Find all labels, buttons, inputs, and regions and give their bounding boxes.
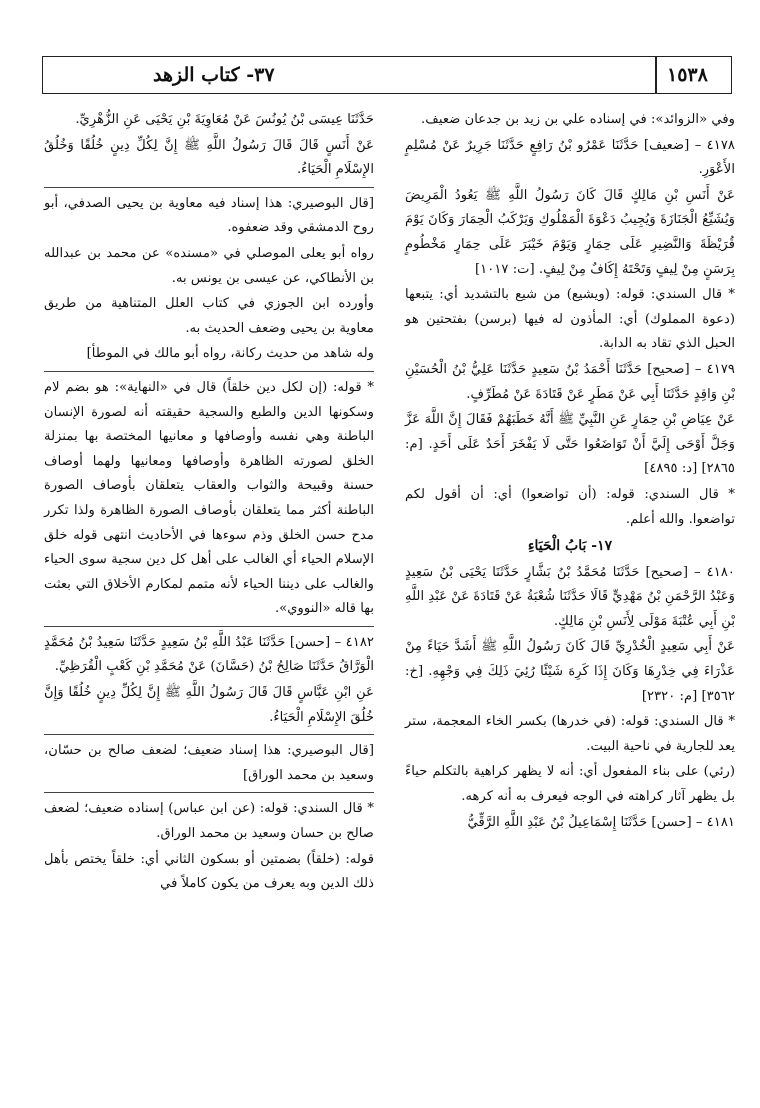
commentary: قوله: (خلقاً) بضمتين أو بسكون الثاني أي: خلقاً يختص بأهل ذلك الدين وبه يعرف من يكون كاملاً في [44,851,374,892]
hadith-text: عَنْ عِيَاضِ بْنِ حِمَارٍ عَنِ النَّبِيِّ ﷺ أَنَّهُ خَطَبَهُمْ فَقَالَ إِنَّ اللَّهَ عَزَّ وَجَلَّ أَوْحَى إِلَيَّ أَنْ تَوَاضَعُوا حَتَّى لَا يَفْخَرَ أَحَدٌ عَلَى أَحَدٍ. [م: ٢٨٦٥] [د: ٤٨٩٥] [405,412,735,477]
hadith-chain: ٤١٨٢ – [حسن] حَدَّثَنَا عَبْدُ اللَّهِ بْنُ سَعِيدٍ حَدَّثَنَا سَعِيدُ بْنُ مُحَمَّدٍ الْوَرَّاقُ حَدَّثَنَا صَالِحُ بْنُ (حَسَّانَ) عَنْ مُحَمَّدِ بْنِ كَعْبٍ الْقُرَظِيِّ. [44,634,374,675]
divider [44,187,374,188]
hadith-chain: ٤١٧٩ – [صحيح] حَدَّثَنَا أَحْمَدُ بْنُ سَعِيدٍ حَدَّثَنَا عَلِيُّ بْنُ الْحُسَيْنِ بْنِ وَاقِدٍ حَدَّثَنَا أَبِي عَنْ مَطَرٍ عَنْ قَتَادَةَ عَنْ مُطَرِّفٍ. [405,361,735,402]
commentary: * قوله: (إن لكل دين خلقاً) قال في «النهاية»: هو بضم لام وسكونها الدين والطبع والسجية حقيقته أنه لصورة الإنسان الباطنة وهي نفسه وأوصافها و معانيها المختصة بها بمنزلة الخلق لصورته الظاهرة وأوصافها ومعانيها ولهما أوصاف حسنة وقبيحة والثواب والعقاب يتعلقان بأوصاف الصورة الباطنة أكثر مما يتعلقان بأوصاف الصورة الظاهرة ولذا تكرر مدح حسن الخلق وذم سوءها في الأحاديث انتهى قوله خلق الإسلام الحياء أي الغالب على أهل كل دين سجية سوى الحياء والغالب على ديننا الحياء لأنه متمم لمكارم الأخلاق التي بعثت بها قاله «النووي». [44,379,374,617]
commentary: [قال البوصيري: هذا إسناد ضعيف؛ لضعف صالح بن حسّان، وسعيد بن محمد الوراق] [44,743,374,783]
hadith-chain: ٤١٨١ – [حسن] حَدَّثَنَا إِسْمَاعِيلُ بْنُ عَبْدِ اللَّهِ الرَّقِّيُّ [467,814,735,830]
paragraph: وفي «الزوائد»: في إسناده علي بن زيد بن جدعان ضعيف. [421,112,735,127]
commentary: * قال السندي: قوله: (في خدرها) بكسر الخاء المعجمة، ستر يعد للجارية في ناحية البيت. [405,714,735,754]
divider [44,734,374,735]
section-heading: ١٧- بَابُ الْحَيَاءِ [527,538,613,555]
divider [44,792,374,793]
hadith-text: عَنْ أَبِي سَعِيدٍ الْخُدْرِيِّ قَالَ كَانَ رَسُولُ اللَّهِ ﷺ أَشَدَّ حَيَاءً مِنْ عَذْرَاءَ فِي خِدْرِهَا وَكَانَ إِذَا كَرِهَ شَيْئًا رُئِيَ ذَلِكَ فِي وَجْهِهِ. [خ: ٣٥٦٢] [م: ٢٣٢٠] [405,639,735,704]
divider [44,371,374,372]
page-number: ١٥٣٨ [667,64,708,86]
hadith-chain: ٤١٨٠ – [صحيح] حَدَّثَنَا مُحَمَّدُ بْنُ بَشَّارٍ حَدَّثَنَا يَحْيَى بْنُ سَعِيدٍ وَعَبْدُ الرَّحْمَنِ بْنُ مَهْدِيٍّ قَالَا حَدَّثَنَا شُعْبَةُ عَنْ قَتَادَةَ عَنْ عَبْدِ اللَّهِ بْنِ أَبِي عُتْبَةَ مَوْلَى لِأَنَسِ بْنِ مَالِكٍ. [405,564,735,629]
hadith-chain: ٤١٧٨ – [ضعيف] حَدَّثَنَا عَمْرُو بْنُ رَافِعٍ حَدَّثَنَا جَرِيرٌ عَنْ مُسْلِمٍ الأَعْوَرِ. [405,137,735,178]
hadith-chain: حَدَّثَنَا عِيسَى بْنُ يُونُسَ عَنْ مُعَاوِيَةَ بْنِ يَحْيَى عَنِ الزُّهْرِيِّ. [75,112,374,127]
divider [44,626,374,627]
commentary: * قال السندي: قوله: (ويشيع) من شيع بالتشديد أي: يتبعها (دعوة المملوك) أي: المأذون له فيها (برسن) بفتحتين هو الحبل الذي تقاد به الدابة. [405,287,735,352]
commentary: [قال البوصيري: هذا إسناد فيه معاوية بن يحيى الصدفي، أبو روح الدمشقي وقد ضعفوه. [44,195,374,236]
commentary: وأورده ابن الجوزي في كتاب العلل المتناهية من طريق معاوية بن يحيى وضعف الحديث به. [44,296,374,336]
hadith-text: عَنْ أَنَسٍ قَالَ قَالَ رَسُولُ اللَّهِ ﷺ إِنَّ لِكُلِّ دِينٍ خُلُقًا وَخُلُقُ الإِسْلَامِ الْحَيَاءُ. [44,137,374,178]
page-header [42,56,732,94]
commentary: وله شاهد من حديث ركانة، رواه أبو مالك في الموطأ] [86,346,374,362]
commentary: * قال السندي: قوله: (عن ابن عباس) إسناده ضعيف؛ لضعف صالح بن حسان وسعيد بن محمد الوراق. [44,801,374,842]
left-column [44,108,374,898]
header-divider [655,57,657,93]
commentary: * قال السندي: قوله: (أن تواضعوا) أي: أن أقول لكم تواضعوا. والله أعلم. [405,486,735,527]
chapter-title: ٣٧- كتاب الزهد [153,64,275,86]
hadith-text: عَنْ أَنَسِ بْنِ مَالِكٍ قَالَ كَانَ رَسُولُ اللَّهِ ﷺ يَعُودُ الْمَرِيضَ وَيُشَيِّعُ الْجَنَازَةَ وَيُجِيبُ دَعْوَةَ الْمَمْلُوكِ وَيَرْكَبُ الْحِمَارَ وَكَانَ يَوْمَ قُرَيْظَةَ وَالنَّضِيرِ عَلَى حِمَارٍ وَيَوْمَ خَيْبَرَ عَلَى حِمَارٍ مَخْطُومٍ بِرَسَنٍ مِنْ لِيفٍ وَتَحْتَهُ إِكَافٌ مِنْ لِيفٍ. [ت: ١٠١٧] [405,187,735,277]
right-column [405,108,735,836]
commentary: (رئي) على بناء المفعول أي: أنه لا يظهر كراهية بالتكلم حياءً بل يظهر آثار كراهته في الوجه فيعرف به أنه كرهه. [405,764,735,805]
commentary: رواه أبو يعلى الموصلي في «مسنده» عن محمد بن عبدالله بن الأنطاكي، عن عيسى بن يونس به. [44,245,374,286]
hadith-text: عَنِ ابْنِ عَبَّاسٍ قَالَ قَالَ رَسُولُ اللَّهِ ﷺ إِنَّ لِكُلِّ دِينٍ خُلُقًا وَإِنَّ خُلُقَ الإِسْلَامِ الْحَيَاءُ. [44,685,374,725]
